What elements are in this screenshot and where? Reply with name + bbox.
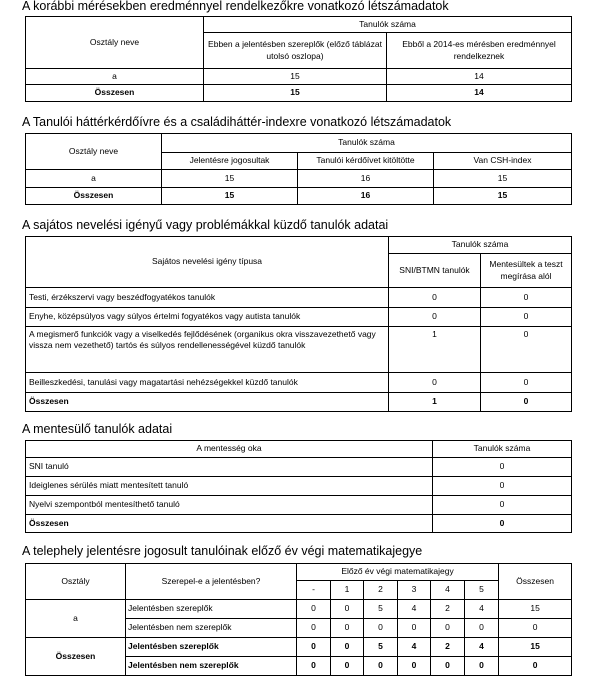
grade-label: 3 <box>398 581 431 600</box>
student-count-header: Tanulók száma <box>433 441 572 458</box>
previous-results-table <box>25 16 572 102</box>
has-csh-index-header: Van CSH-index <box>434 153 572 170</box>
section-title-special-needs: A sajátos nevelési igényű vagy problémákkal küzdő tanulók adatai <box>22 218 389 232</box>
class-cell: Összesen <box>26 638 126 676</box>
section-title-math-grades: A telephely jelentésre jogosult tanulóinak előző év végi matematikajegye <box>22 544 423 558</box>
table-row: Enyhe, középsúlyos vagy súlyos értelmi fogyatékos vagy autista tanulók 0 0 <box>26 308 572 327</box>
table-row: SNI tanuló 0 <box>26 458 572 477</box>
table-row: a 15 14 <box>26 69 572 85</box>
section-title-background-questionnaire: A Tanulói háttérkérdőívre és a családiháttér-indexre vonatkozó létszámadatok <box>22 115 452 129</box>
need-type-header: Sajátos nevelési igény típusa <box>26 237 389 288</box>
class-header: Osztály <box>26 564 126 600</box>
class-name-header: Osztály neve <box>26 134 162 170</box>
sni-btmn-header: SNI/BTMN tanulók <box>389 254 481 288</box>
grade-label: 4 <box>431 581 465 600</box>
eligible-header: Jelentésre jogosultak <box>162 153 298 170</box>
class-name-header: Osztály neve <box>26 17 204 69</box>
total-row: Összesen 15 14 <box>26 85 572 102</box>
grade-header: Előző év végi matematikajegy <box>297 564 499 581</box>
exempted-students-table <box>25 440 572 533</box>
exempted-header: Mentesültek a teszt megírása alól <box>481 254 572 288</box>
total-row: Jelentésben nem szereplők 0 0 0 0 0 0 0 <box>26 657 572 676</box>
special-needs-table <box>25 236 572 412</box>
table-row: Nyelvi szempontból mentesíthető tanuló 0 <box>26 496 572 515</box>
table-row: a 15 16 15 <box>26 170 572 188</box>
table-row: Ideiglenes sérülés miatt mentesített tanuló 0 <box>26 477 572 496</box>
background-questionnaire-table <box>25 133 572 205</box>
total-row: Összesen 0 <box>26 515 572 533</box>
math-grades-table <box>25 563 572 676</box>
grade-label: 2 <box>364 581 398 600</box>
with-2014-result-header: Ebből a 2014-es mérésben eredménnyel rendelkeznek <box>387 33 572 69</box>
total-row: Összesen 15 16 15 <box>26 188 572 205</box>
table-row: a Jelentésben szereplők 0 0 5 4 2 4 15 <box>26 600 572 619</box>
student-count-header: Tanulók száma <box>162 134 572 153</box>
student-count-header: Tanulók száma <box>204 17 572 33</box>
in-report-header: Ebben a jelentésben szereplők (előző táblázat utolsó oszlopa) <box>204 33 387 69</box>
table-row: Jelentésben nem szereplők 0 0 0 0 0 0 0 <box>26 619 572 638</box>
in-report-header: Szerepel-e a jelentésben? <box>126 564 297 600</box>
section-title-exempted-students: A mentesülő tanulók adatai <box>22 422 173 436</box>
table-row: A megismerő funkciók vagy a viselkedés fejlődésének (organikus okra visszavezethető vagy vissza nem vezethető) tartós és súlyos rendellenességével küzdő tanulók 1 0 <box>26 327 572 373</box>
grade-label: - <box>297 581 331 600</box>
student-count-header: Tanulók száma <box>389 237 572 254</box>
total-row: Összesen Jelentésben szereplők 0 0 5 4 2 4 15 <box>26 638 572 657</box>
class-cell: a <box>26 600 126 638</box>
total-header: Összesen <box>499 564 572 600</box>
exemption-reason-header: A mentesség oka <box>26 441 433 458</box>
grade-label: 5 <box>465 581 499 600</box>
table-row: Testi, érzékszervi vagy beszédfogyatékos tanulók 0 0 <box>26 288 572 308</box>
section-title-previous-results: A korábbi mérésekben eredménnyel rendelkezőkre vonatkozó létszámadatok <box>22 0 449 13</box>
grade-label: 1 <box>331 581 364 600</box>
table-row: Beilleszkedési, tanulási vagy magatartási nehézségekkel küzdő tanulók 0 0 <box>26 373 572 393</box>
total-row: Összesen 1 0 <box>26 393 572 412</box>
questionnaire-filled-header: Tanulói kérdőívet kitöltötte <box>298 153 434 170</box>
